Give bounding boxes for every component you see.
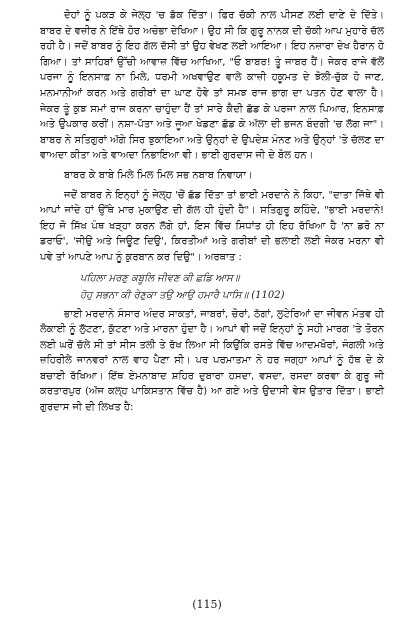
paragraph-babar-jail: ਦੋਹਾਂ ਨੂੰ ਪਕੜ ਕੇ ਜੇਲ੍ਹ 'ਚ ਡੱਕ ਦਿੱਤਾ। ਫਿਰ ਚੱਕੀ ਨਾਲ ਪੀਸਣ ਲਈ ਦਾਣੇ ਦੇ ਦਿੱਤੇ। ਬਾਬਰ ਦੇ ਵਜ਼ੀਰ ਨੇ ਇੱਥੇ ਹੋਰ ਅਚੰਭਾ ਦੇਖਿਆ। ਉਹ ਸੀ ਕਿ ਗੁਰੂ ਨਾਨਕ ਦੀ ਚੱਕੀ ਆਪ ਮੁਹਾਰੇ ਚੱਲ ਰਹੀ ਹੈ। ਜਦੋਂ ਬਾਬਰ ਨੂੰ ਇਹ ਗੱਲ ਦੱਸੀ ਤਾਂ ਉਹ ਵੇਖਣ ਲਈ ਆਇਆ। ਇਹ ਨਜ਼ਾਰਾ ਦੇਖ ਹੈਰਾਨ ਹੋ ਗਿਆ। ਤਾਂ ਸਾਹਿਬਾਂ ਉੱਚੀ ਆਵਾਜ਼ ਵਿੱਚ ਆਖਿਆ, "ਓ ਬਾਬਰ! ਤੂੰ ਜਾਬਰ ਹੈਂ। ਜੇਕਰ ਰਾਜੇ ਵੱਲੋਂ ਪਰਜਾ ਨੂੰ ਇਨਸਾਫ਼ ਨਾ ਮਿਲੇ, ਧਰਮੀ ਅਖਵਾਉਣ ਵਾਲੇ ਕਾਜ਼ੀ ਹਕੂਮਤ ਦੇ ਝੋਲੀ-ਚੁੱਕ ਹੋ ਜਾਣ, ਮਨਮਾਨੀਆਂ ਕਰਨ ਅਤੇ ਗਰੀਬਾਂ ਦਾ ਘਾਣ ਹੋਵੇ ਤਾਂ ਸਮਝ ਰਾਜ ਭਾਗ ਦਾ ਪਤਨ ਹੋਣ ਵਾਲਾ ਹੈ। ਜੇਕਰ ਤੂੰ ਕੁਝ ਸਮਾਂ ਰਾਜ ਕਰਨਾ ਚਾਹੁੰਦਾ ਹੈਂ ਤਾਂ ਸਾਰੇ ਕੈਦੀ ਛੱਡ ਕੇ ਪਰਜਾ ਨਾਲ ਪਿਆਰ, ਇਨਸਾਫ਼ ਅਤੇ ਉਪਕਾਰ ਕਰੀਂ। ਨਸ਼ਾ-ਪੱਤਾ ਅਤੇ ਜੂਆ ਖੇਡਣਾ ਛੱਡ ਕੇ ਅੱਲਾ ਦੀ ਭਜਨ ਬੰਦਗੀ 'ਚ ਲੱਗ ਜਾ"। ਬਾਬਰ ਨੇ ਸਤਿਗੁਰਾਂ ਅੱਗੇ ਸਿਰ ਝੁਕਾਇਆ ਅਤੇ ਉਨ੍ਹਾਂ ਦੇ ਉਪਦੇਸ਼ ਮੰਨਣ ਅਤੇ ਉਨ੍ਹਾਂ 'ਤੇ ਚੱਲਣ ਦਾ ਵਾਅਦਾ ਕੀਤਾ ਅਤੇ ਵਾਅਦਾ ਨਿਭਾਇਆ ਵੀ। ਭਾਈ ਗੁਰਦਾਸ ਜੀ ਦੇ ਬੋਲ ਹਨ। <box>40 10 384 162</box>
quote-line-2: ਹੋਹੁ ਸਭਨਾ ਕੀ ਰੇਣੁਕਾ ਤਉ ਆਉ ਹਮਾਰੈ ਪਾਸਿ॥ (1102) <box>80 289 285 301</box>
paragraph-kartarpur: ਭਾਈ ਮਰਦਾਨੇ ਸੰਸਾਰ ਅੰਦਰ ਸਾਕਤਾਂ, ਜਾਬਰਾਂ, ਚੋਰਾਂ, ਠੱਗਾਂ, ਲੁਟੇਰਿਆਂ ਦਾ ਜੀਵਨ ਮੰਤਵ ਹੀ ਲੋਕਾਈ ਨੂੰ ਲੁੱਟਣਾ, ਕੁੱਟਣਾ ਅਤੇ ਮਾਰਨਾ ਹੁੰਦਾ ਹੈ। ਆਪਾਂ ਵੀ ਜਦੋਂ ਇਨ੍ਹਾਂ ਨੂੰ ਸਹੀ ਮਾਰਗ 'ਤੇ ਤੋਰਨ ਲਈ ਘਰੋਂ ਚੱਲੇ ਸੀ ਤਾਂ ਸੀਸ ਤਲੀ ਤੇ ਰੱਖ ਲਿਆ ਸੀ ਕਿਉਂਕਿ ਰਸਤੇ ਵਿੱਚ ਆਦਮਖੋਰਾਂ, ਜੰਗਲੀ ਅਤੇ ਜ਼ਹਿਰੀਲੇ ਜਾਨਵਰਾਂ ਨਾਲ ਵਾਹ ਪੈਣਾ ਸੀ। ਪਰ ਪਰਮਾਤਮਾ ਨੇ ਹਰ ਜਗ੍ਹਾ ਆਪਾਂ ਨੂੰ ਹੱਥ ਦੇ ਕੇ ਬਚਾਈ ਰੱਖਿਆ। ਇੱਥ ਏਮਨਾਬਾਦ ਸ਼ਹਿਰ ਦੁਬਾਰਾ ਹਸਦਾ, ਵਸਦਾ, ਰਸਦਾ ਕਰਵਾ ਕੇ ਗੁਰੂ ਜੀ ਕਰਤਾਰਪੁਰ (ਅੱਜ ਕਲ੍ਹ ਪਾਕਿਸਤਾਨ ਵਿੱਚ ਹੈ) ਆ ਗਏ ਅਤੇ ਉਦਾਸੀ ਵੇਸ ਉਤਾਰ ਦਿੱਤਾ। ਭਾਈ ਗੁਰਦਾਸ ਜੀ ਦੀ ਲਿਖਤ ਹੈ: <box>40 308 384 414</box>
paragraph-mardana-dialogue: ਜਦੋਂ ਬਾਬਰ ਨੇ ਇਨ੍ਹਾਂ ਨੂੰ ਜੇਲ੍ਹ 'ਚੋਂ ਛੱਡ ਦਿੱਤਾ ਤਾਂ ਭਾਈ ਮਰਦਾਨੇ ਨੇ ਕਿਹਾ, "ਦਾਤਾ ਜਿੱਥੇ ਵੀ ਆਪਾਂ ਜਾਂਦੇ ਹਾਂ ਉੱਥੇ ਮਾਰ ਮੁਕਾਉਣ ਦੀ ਗੱਲ ਹੀ ਹੁੰਦੀ ਹੈ"। ਸਤਿਗੁਰੂ ਕਹਿੰਦੇ, "ਭਾਈ ਮਰਦਾਨੇ! ਇਹ ਜੋ ਸਿੱਖ ਪੰਥ ਖੜ੍ਹਾ ਕਰਨ ਲੱਗੇ ਹਾਂ, ਇਸ ਵਿੱਚ ਸਿਧਾਂਤ ਹੀ ਇਹ ਰੱਖਿਆ ਹੈ 'ਨਾ ਡਰੋ ਨਾ ਡਰਾਓ', 'ਜੀਉ ਅਤੇ ਜਿਊਣ ਦਿਉ', ਕਿਰਤੀਆਂ ਅਤੇ ਗਰੀਬਾਂ ਦੀ ਭਲਾਈ ਲਈ ਜੇਕਰ ਮਰਨਾ ਵੀ ਪਵੇ ਤਾਂ ਆਪਣੇ ਆਪ ਨੂੰ ਕੁਰਬਾਨ ਕਰ ਦਿਉ"। ਅਰਥਾਤ : <box>40 189 384 263</box>
quote-line-1: ਪਹਿਲਾ ਮਰਣੁ ਕਬੂਲਿ ਜੀਵਣ ਕੀ ਛਡਿ ਆਸ॥ <box>80 272 240 284</box>
scripture-quote <box>40 270 384 304</box>
paragraph-gurdas-quote-line: ਬਾਬਰ ਕੇ ਬਾਬੇ ਮਿਲੇ ਮਿਲ ਮਿਲ ਸਭ ਨਬਾਬ ਨਿਵਾਯਾ। <box>64 169 253 181</box>
page-number: (115) <box>192 598 222 611</box>
